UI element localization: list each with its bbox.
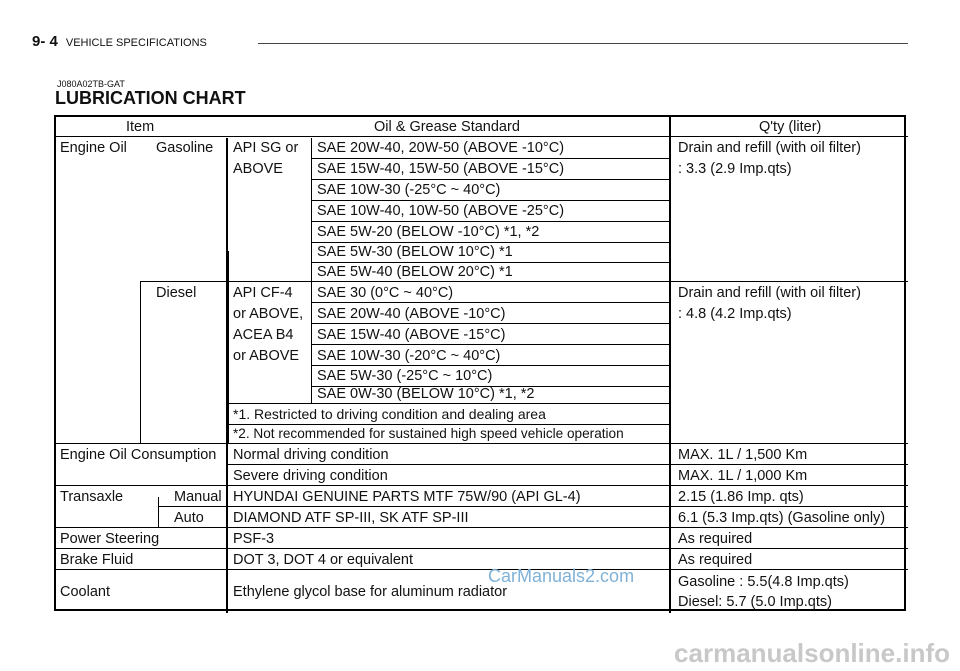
diesel-api-line: or ABOVE: [233, 348, 300, 364]
consumption-normal-qty: MAX. 1L / 1,500 Km: [678, 447, 808, 463]
lubrication-table: [54, 115, 906, 611]
power-steering-std: PSF-3: [233, 531, 275, 547]
grid-line: [312, 200, 669, 201]
grid-line: [140, 281, 141, 444]
diesel-grade: SAE 5W-30 (-25°C ~ 10°C): [317, 368, 493, 384]
grid-line: [312, 221, 669, 222]
engine-oil-label: Engine Oil: [60, 140, 127, 156]
consumption-normal: Normal driving condition: [233, 447, 389, 463]
coolant-std: Ethylene glycol base for aluminum radiator: [233, 584, 508, 600]
gasoline-grade: SAE 20W-40, 20W-50 (ABOVE -10°C): [317, 140, 565, 156]
col-header-item: Item: [126, 119, 155, 135]
gasoline-grade: SAE 5W-30 (BELOW 10°C) *1: [317, 244, 513, 260]
diesel-qty-line2: : 4.8 (4.2 Imp.qts): [678, 306, 792, 322]
page-title: LUBRICATION CHART: [55, 88, 246, 108]
grid-line: [56, 527, 908, 528]
grid-line: [312, 179, 669, 180]
grid-line: [227, 403, 669, 404]
diesel-qty-line1: Drain and refill (with oil filter): [678, 285, 861, 301]
gasoline-qty-line2: : 3.3 (2.9 Imp.qts): [678, 161, 792, 177]
diesel-api-line: ACEA B4: [233, 327, 294, 343]
power-steering-qty: As required: [678, 531, 753, 547]
gasoline-api-line2: ABOVE: [233, 161, 283, 177]
grid-line: [669, 117, 671, 613]
gasoline-grade: SAE 10W-40, 10W-50 (ABOVE -25°C): [317, 203, 565, 219]
diesel-grade: SAE 20W-40 (ABOVE -10°C): [317, 306, 506, 322]
gasoline-grade: SAE 15W-40, 15W-50 (ABOVE -15°C): [317, 161, 565, 177]
grid-line: [312, 323, 669, 324]
grid-line: [56, 548, 908, 549]
gasoline-label: Gasoline: [156, 140, 214, 156]
gasoline-grade: SAE 5W-40 (BELOW 20°C) *1: [317, 264, 513, 280]
transaxle-manual-std: HYUNDAI GENUINE PARTS MTF 75W/90 (API GL-4): [233, 489, 581, 505]
page-header: [32, 33, 207, 50]
grid-line: [56, 443, 908, 444]
grid-line: [56, 485, 908, 486]
transaxle-manual-label: Manual: [174, 489, 222, 505]
note-2: *2. Not recommended for sustained high speed vehicle operation: [233, 426, 624, 441]
coolant-label: Coolant: [60, 584, 110, 600]
power-steering-label: Power Steering: [60, 531, 160, 547]
diesel-grade: SAE 15W-40 (ABOVE -15°C): [317, 327, 506, 343]
page-number: 9- 4: [32, 33, 58, 50]
brake-fluid-qty: As required: [678, 552, 753, 568]
transaxle-auto-std: DIAMOND ATF SP-III, SK ATF SP-III: [233, 510, 469, 526]
diesel-grade: SAE 0W-30 (BELOW 10°C) *1, *2: [317, 386, 535, 402]
transaxle-auto-label: Auto: [174, 510, 204, 526]
grid-line: [228, 251, 229, 444]
grid-line: [226, 138, 228, 613]
transaxle-manual-qty: 2.15 (1.86 Imp. qts): [678, 489, 804, 505]
grid-line: [312, 344, 669, 345]
grid-line: [140, 281, 908, 282]
site-watermark: carmanualsonline.info: [674, 638, 950, 668]
doc-code: J080A02TB-GAT: [57, 79, 125, 89]
gasoline-grade: SAE 10W-30 (-25°C ~ 40°C): [317, 182, 501, 198]
brake-fluid-std: DOT 3, DOT 4 or equivalent: [233, 552, 413, 568]
diesel-label: Diesel: [156, 285, 197, 301]
grid-line: [158, 506, 908, 507]
grid-line: [227, 464, 908, 465]
note-1: *1. Restricted to driving condition and dealing area: [233, 406, 546, 422]
transaxle-auto-qty: 6.1 (5.3 Imp.qts) (Gasoline only): [678, 510, 886, 526]
consumption-label: Engine Oil Consumption: [60, 447, 217, 463]
watermark: CarManuals2.com: [488, 566, 635, 586]
col-header-standard: Oil & Grease Standard: [374, 119, 520, 135]
gasoline-api-line1: API SG or: [233, 140, 299, 156]
coolant-qty-line1: Gasoline : 5.5(4.8 Imp.qts): [678, 574, 849, 590]
gasoline-grade: SAE 5W-20 (BELOW -10°C) *1, *2: [317, 224, 540, 240]
grid-line: [56, 136, 908, 137]
transaxle-label: Transaxle: [60, 489, 124, 505]
col-header-qty: Q'ty (liter): [759, 119, 822, 135]
grid-line: [312, 302, 669, 303]
grid-line: [56, 569, 908, 570]
header-rule: [258, 43, 908, 44]
diesel-api-line: or ABOVE,: [233, 306, 304, 322]
grid-line: [312, 365, 669, 366]
consumption-severe-qty: MAX. 1L / 1,000 Km: [678, 468, 808, 484]
coolant-qty-line2: Diesel: 5.7 (5.0 Imp.qts): [678, 594, 832, 610]
gasoline-qty-line1: Drain and refill (with oil filter): [678, 140, 861, 156]
diesel-grade: SAE 10W-30 (-20°C ~ 40°C): [317, 348, 501, 364]
grid-line: [312, 158, 669, 159]
grid-line: [311, 138, 312, 403]
section-title: VEHICLE SPECIFICATIONS: [65, 37, 207, 49]
consumption-severe: Severe driving condition: [233, 468, 388, 484]
brake-fluid-label: Brake Fluid: [60, 552, 134, 568]
grid-line: [158, 497, 159, 528]
diesel-grade: SAE 30 (0°C ~ 40°C): [317, 285, 454, 301]
diesel-api-line: API CF-4: [233, 285, 293, 301]
